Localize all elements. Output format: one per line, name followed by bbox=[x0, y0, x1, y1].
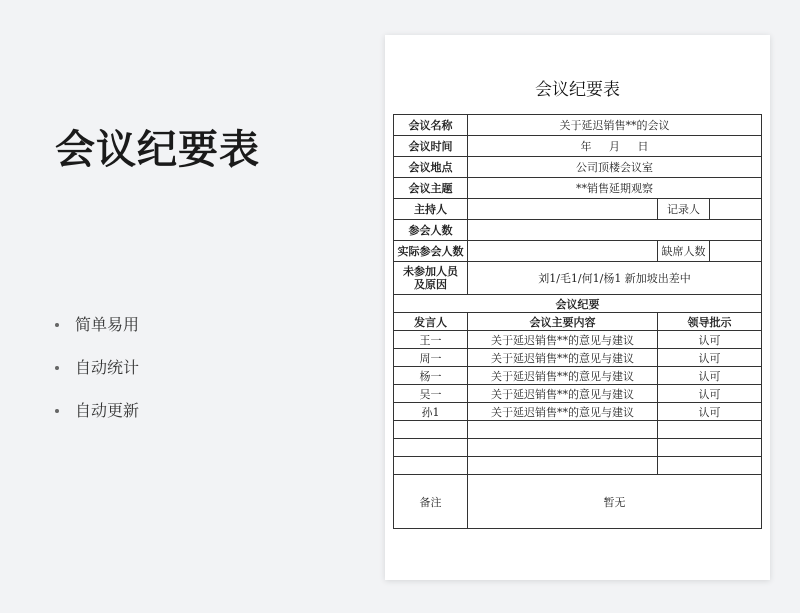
feature-list bbox=[55, 314, 139, 443]
speaker-cell: 王一 bbox=[394, 331, 468, 349]
host-value bbox=[468, 199, 658, 220]
meeting-topic-label: 会议主题 bbox=[394, 178, 468, 199]
absent-count-cell bbox=[658, 241, 762, 262]
speaker-cell bbox=[394, 439, 468, 457]
remarks-value: 暂无 bbox=[468, 475, 762, 529]
content-cell: 关于延迟销售**的意见与建议 bbox=[468, 385, 658, 403]
instruction-column-header: 领导批示 bbox=[658, 313, 762, 331]
speaker-column-header: 发言人 bbox=[394, 313, 468, 331]
recorder-cell bbox=[658, 199, 762, 220]
speaker-cell: 周一 bbox=[394, 349, 468, 367]
speaker-cell: 吴一 bbox=[394, 385, 468, 403]
table-row bbox=[394, 403, 762, 421]
instruction-cell bbox=[658, 457, 762, 475]
content-cell: 关于延迟销售**的意见与建议 bbox=[468, 367, 658, 385]
table-row bbox=[394, 385, 762, 403]
bullet-icon bbox=[55, 409, 59, 413]
table-row bbox=[394, 349, 762, 367]
meeting-name-label: 会议名称 bbox=[394, 115, 468, 136]
attendee-count-label: 参会人数 bbox=[394, 220, 468, 241]
host-label: 主持人 bbox=[394, 199, 468, 220]
document-title: 会议纪要表 bbox=[535, 80, 620, 100]
feature-label: 自动更新 bbox=[75, 401, 140, 420]
speaker-cell: 孙1 bbox=[394, 403, 468, 421]
actual-count-label: 实际参会人数 bbox=[394, 241, 468, 262]
actual-count-value bbox=[468, 241, 658, 262]
meeting-topic-value: **销售延期观察 bbox=[468, 178, 762, 199]
attendee-count-value bbox=[468, 220, 762, 241]
instruction-cell: 认可 bbox=[658, 403, 762, 421]
remarks-label: 备注 bbox=[394, 475, 468, 529]
speaker-cell bbox=[394, 457, 468, 475]
content-cell bbox=[468, 439, 658, 457]
page-headline: 会议纪要表 bbox=[55, 127, 260, 173]
instruction-cell bbox=[658, 421, 762, 439]
recorder-label: 记录人 bbox=[658, 199, 710, 219]
meeting-time-value: 年 月 日 bbox=[468, 136, 762, 157]
minutes-table bbox=[393, 114, 762, 529]
feature-item bbox=[55, 400, 139, 443]
content-column-header: 会议主要内容 bbox=[468, 313, 658, 331]
content-cell: 关于延迟销售**的意见与建议 bbox=[468, 331, 658, 349]
table-row bbox=[394, 457, 762, 475]
absent-count-label: 缺席人数 bbox=[658, 241, 710, 261]
table-row bbox=[394, 439, 762, 457]
feature-label: 自动统计 bbox=[75, 358, 140, 377]
instruction-cell bbox=[658, 439, 762, 457]
document-preview bbox=[385, 35, 770, 580]
speaker-cell: 杨一 bbox=[394, 367, 468, 385]
instruction-cell: 认可 bbox=[658, 349, 762, 367]
absent-people-value: 刘1/毛1/何1/杨1 新加坡出差中 bbox=[468, 262, 762, 295]
content-cell: 关于延迟销售**的意见与建议 bbox=[468, 349, 658, 367]
meeting-place-label: 会议地点 bbox=[394, 157, 468, 178]
feature-label: 简单易用 bbox=[75, 315, 140, 334]
table-row bbox=[394, 367, 762, 385]
content-cell bbox=[468, 421, 658, 439]
meeting-place-value: 公司顶楼会议室 bbox=[468, 157, 762, 178]
bullet-icon bbox=[55, 323, 59, 327]
table-row bbox=[394, 331, 762, 349]
absent-people-label: 未参加人员 及原因 bbox=[394, 262, 468, 295]
content-cell: 关于延迟销售**的意见与建议 bbox=[468, 403, 658, 421]
table-row bbox=[394, 421, 762, 439]
feature-item bbox=[55, 314, 139, 357]
minutes-section-header: 会议纪要 bbox=[394, 295, 762, 313]
instruction-cell: 认可 bbox=[658, 385, 762, 403]
feature-item bbox=[55, 357, 139, 400]
meeting-time-label: 会议时间 bbox=[394, 136, 468, 157]
bullet-icon bbox=[55, 366, 59, 370]
instruction-cell: 认可 bbox=[658, 331, 762, 349]
content-cell bbox=[468, 457, 658, 475]
meeting-name-value: 关于延迟销售**的会议 bbox=[468, 115, 762, 136]
speaker-cell bbox=[394, 421, 468, 439]
instruction-cell: 认可 bbox=[658, 367, 762, 385]
